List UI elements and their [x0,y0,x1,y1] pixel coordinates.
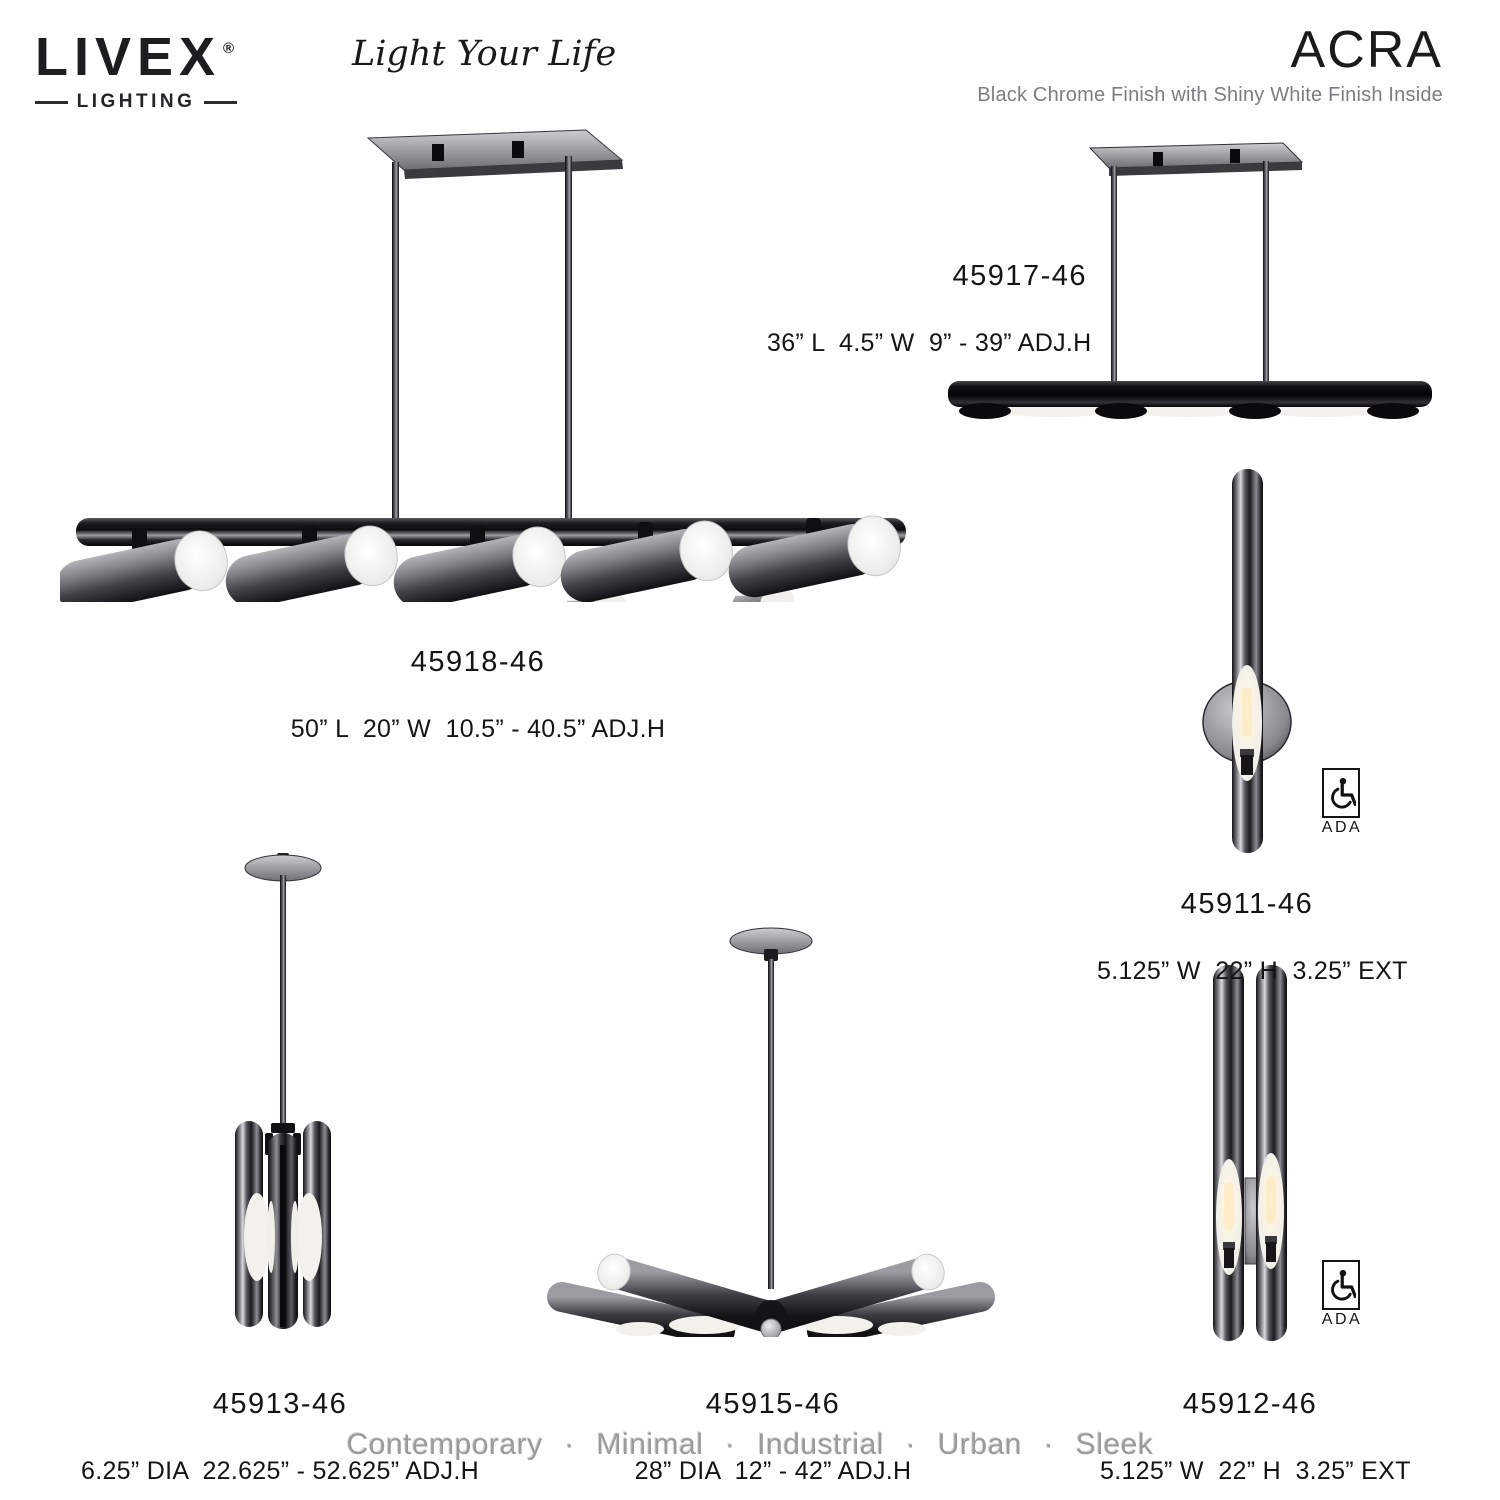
product-label-45911-46 [1097,852,1408,1022]
product-number: 45911-46 [1180,888,1314,920]
light-opening-left [244,1193,270,1281]
downrod-left [1111,166,1117,385]
canopy [368,130,623,179]
style-tagline: Contemporary · Minimal · Industrial · Urban · Sleek [346,1428,1154,1461]
product-label-45912-46 [1100,1352,1411,1500]
stem-rod [768,959,774,1289]
light-opening-left [1216,1159,1242,1275]
product-number: 45917-46 [952,260,1087,292]
ada-badge-45911 [1318,768,1364,837]
finish-description: Black Chrome Finish with Shiny White Finish Inside [977,84,1443,107]
canopy [730,928,812,961]
product-number: 45912-46 [1182,1388,1318,1420]
logo-rule-right [204,101,237,104]
stem-rod [280,875,286,1127]
downrod-right [1263,161,1269,385]
fixture-45913-46-illustration [195,845,375,1335]
logo-text: LIVEX [35,27,222,87]
product-label-45918-46 [278,610,678,780]
product-number: 45915-46 [705,1388,841,1420]
product-dimensions: 5.125” W 22” H 3.25” EXT [1097,957,1408,985]
livex-logo [35,27,237,113]
ada-wheelchair-icon [1327,773,1356,814]
product-label-45915-46 [573,1352,973,1500]
downrod-left [392,162,399,525]
sconce-tube [1232,469,1263,853]
ada-wheelchair-icon [1327,1265,1356,1306]
glass-ball [761,1319,781,1337]
product-dimensions: 28” DIA 12” - 42” ADJ.H [634,1457,912,1485]
ada-label: ADA [1321,819,1363,836]
product-dimensions: 36” L 4.5” W 9” - 39” ADJ.H [767,329,1092,357]
product-label-45913-46 [80,1352,480,1500]
light-opening-right [1258,1153,1284,1269]
ada-box [1322,768,1360,818]
light-opening-right [296,1193,322,1281]
product-dimensions: 5.125” W 22” H 3.25” EXT [1100,1457,1411,1485]
brand-script-tagline: Light Your Life [352,34,617,74]
center-stem [280,1145,286,1327]
logo-rule-left [35,101,68,104]
logo-wordmark [35,27,237,87]
logo-subtitle: LIGHTING [76,91,196,112]
fixture-45915-46-illustration [540,925,1010,1337]
collection-title: ACRA [1290,21,1443,79]
ada-box [1322,1260,1360,1310]
canopy [1090,143,1302,176]
logo-subtitle-row [35,91,237,113]
product-dimensions: 50” L 20” W 10.5” - 40.5” ADJ.H [290,715,666,743]
product-number: 45913-46 [212,1388,348,1420]
product-label-45917-46 [767,224,1092,394]
ada-badge-45912 [1318,1260,1364,1329]
light-opening [1232,665,1262,781]
collection-header [977,22,1443,107]
product-number: 45918-46 [410,646,546,678]
fixture-45911-46-illustration [1195,465,1305,860]
downrod-right [565,156,572,525]
registered-trademark-mark: ® [223,40,235,57]
product-dimensions: 6.25” DIA 22.625” - 52.625” ADJ.H [81,1457,479,1485]
ada-label: ADA [1321,1311,1363,1328]
